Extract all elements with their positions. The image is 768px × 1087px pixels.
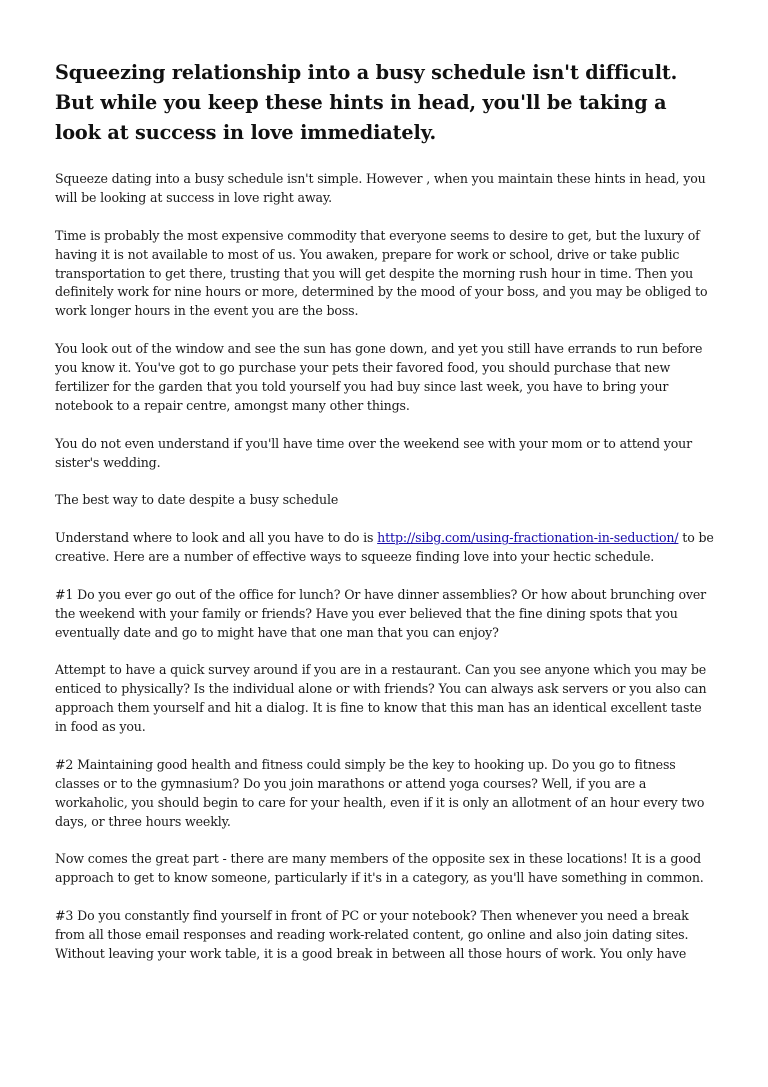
paragraph-link-tail: to be creative. Here are a number of effective ways to squeeze finding love into your hectic schedule. <box>55 530 714 565</box>
paragraph-intro: Squeeze dating into a busy schedule isn't simple. However , when you maintain these hints in head, you will be looking at success in love right away. <box>55 171 706 205</box>
section-heading-best-way: The best way to date despite a busy schedule <box>55 492 339 508</box>
paragraph-link-lead: Understand where to look and all you have to do is <box>55 530 378 546</box>
paragraph-weekend: You do not even understand if you'll have time over the weekend see with your mom or to attend your sister's wedding. <box>55 435 693 470</box>
paragraph-time-commodity: Time is probably the most expensive commodity that everyone seems to desire to get, but the luxury of having it is not available to most of us. You awaken, prepare for work or school, drive or take public transportation to get there, trusting that you will get despite the morning rush hour in time. Then you definitely work for nine hours or more, determined by the mood of your boss, and you may be obliged to work longer hours in the event you are the boss. <box>55 227 708 319</box>
paragraph-tip-1: #1 Do you ever go out of the office for lunch? Or have dinner assemblies? Or how about brunching over the weekend with your family or friends? Have you ever believed that the fine dining spots that you eventually date and go to might have that one man that you can enjoy? <box>55 586 707 640</box>
paragraph-with-link <box>55 529 715 567</box>
paragraph-great-part: Now comes the great part - there are many members of the opposite sex in these locations! It is a good approach to get to know someone, particularly if it's in a category, as you'll have something in common. <box>55 851 704 886</box>
fractionation-link[interactable]: http://sibg.com/using-fractionation-in-seduction/ <box>377 530 679 546</box>
page-title: Squeezing relationship into a busy schedule isn't difficult. But while you keep these hints in head, you'll be taking a look at success in love immediately. <box>55 61 678 144</box>
paragraph-restaurant-survey: Attempt to have a quick survey around if you are in a restaurant. Can you see anyone which you may be enticed to physically? Is the individual alone or with friends? You can always ask servers or you also can approach them yourself and hit a dialog. It is fine to know that this man has an identical excellent taste in food as you. <box>55 662 707 735</box>
paragraph-tip-3: #3 Do you constantly find yourself in front of PC or your notebook? Then whenever you need a break from all those email responses and reading work-related content, go online and also join dating sites. Without leaving your work table, it is a good break in between all those hours of work. You only have <box>55 908 689 961</box>
paragraph-errands: You look out of the window and see the sun has gone down, and yet you still have errands to run before you know it. You've got to go purchase your pets their favored food, you should purchase that new fertilizer for the garden that you told yourself you had buy since last week, you have to bring your notebook to a repair centre, amongst many other things. <box>55 341 703 413</box>
paragraph-tip-2: #2 Maintaining good health and fitness could simply be the key to hooking up. Do you go to fitness classes or to the gymnasium? Do you join marathons or attend yoga courses? Well, if you are a workaholic, you should begin to care for your health, even if it is only an allotment of an hour every two days, or three hours weekly. <box>55 756 705 829</box>
document-page <box>55 58 715 983</box>
